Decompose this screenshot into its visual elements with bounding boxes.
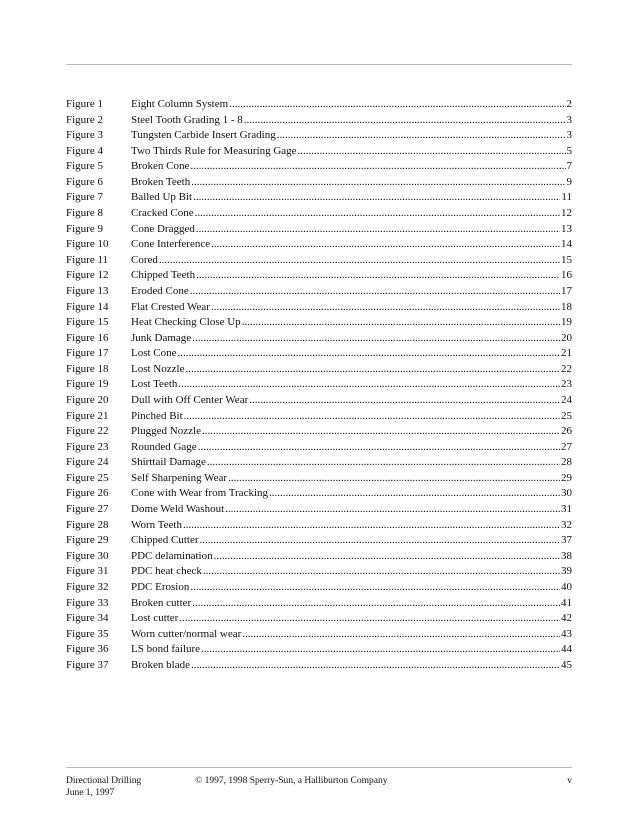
toc-dot-leader [195,206,560,222]
toc-dot-leader [191,175,565,191]
toc-figure-number: Figure 21 [66,409,109,422]
toc-page-number: 3 [566,129,572,142]
toc-page-number: 9 [566,175,572,188]
toc-entry[interactable] [66,658,572,674]
toc-figure-number: Figure 13 [66,284,109,297]
toc-entry[interactable] [66,190,572,206]
toc-dot-leader [192,596,560,612]
toc-entry[interactable] [66,253,572,269]
toc-dot-leader [244,113,566,129]
toc-page-number: 16 [561,269,572,282]
toc-dot-leader [185,362,560,378]
toc-figure-number: Figure 37 [66,658,109,671]
toc-page-number: 14 [561,238,572,251]
toc-figure-title: Eroded Cone [131,284,189,297]
toc-figure-title: Heat Checking Close Up [131,316,241,329]
toc-figure-title: Rounded Gage [131,440,197,453]
toc-figure-number: Figure 16 [66,331,109,344]
toc-figure-number: Figure 30 [66,549,109,562]
toc-entry[interactable] [66,97,572,113]
toc-page-number: 29 [561,471,572,484]
toc-figure-number: Figure 6 [66,175,103,188]
toc-figure-title: Cracked Cone [131,207,194,220]
toc-figure-title: Lost Cone [131,347,177,360]
toc-entry[interactable] [66,346,572,362]
toc-page-number: 25 [561,409,572,422]
toc-page-number: 31 [561,503,572,516]
toc-dot-leader [202,424,560,440]
toc-entry[interactable] [66,113,572,129]
toc-figure-number: Figure 34 [66,612,109,625]
toc-figure-title: Dome Weld Washout [131,503,225,516]
toc-entry[interactable] [66,268,572,284]
toc-entry[interactable] [66,471,572,487]
toc-figure-number: Figure 19 [66,378,109,391]
toc-dot-leader [203,564,560,580]
toc-page-number: 2 [566,98,572,110]
toc-page-number: 12 [561,207,572,220]
toc-figure-number: Figure 20 [66,393,109,406]
toc-entry[interactable] [66,409,572,425]
toc-entry[interactable] [66,331,572,347]
list-of-figures [66,97,572,673]
toc-figure-title: Cone Interference [131,238,211,251]
toc-figure-number: Figure 26 [66,487,109,500]
toc-dot-leader [193,190,560,206]
toc-dot-leader [277,128,566,144]
toc-figure-number: Figure 8 [66,207,103,220]
toc-figure-number: Figure 22 [66,425,109,438]
header-rule [66,64,572,65]
toc-entry[interactable] [66,315,572,331]
toc-page-number: 45 [561,658,572,671]
footer-page-number: v [567,776,572,786]
toc-figure-title: Chipped Cutter [131,534,199,547]
toc-figure-title: Plugged Nozzle [131,425,201,438]
toc-entry[interactable] [66,642,572,658]
toc-dot-leader [178,377,560,393]
toc-entry[interactable] [66,486,572,502]
toc-entry[interactable] [66,300,572,316]
toc-entry[interactable] [66,533,572,549]
toc-dot-leader [269,486,560,502]
toc-entry[interactable] [66,237,572,253]
toc-page-number: 18 [561,300,572,313]
toc-dot-leader [198,440,560,456]
toc-figure-number: Figure 35 [66,627,109,640]
toc-page-number: 27 [561,440,572,453]
toc-figure-number: Figure 9 [66,222,103,235]
toc-page-number: 28 [561,456,572,469]
toc-page-number: 11 [561,191,572,204]
toc-figure-number: Figure 28 [66,518,109,531]
toc-entry[interactable] [66,424,572,440]
toc-figure-number: Figure 12 [66,269,109,282]
toc-figure-number: Figure 15 [66,316,109,329]
toc-page-number: 41 [561,596,572,609]
toc-figure-title: Broken blade [131,658,190,671]
toc-figure-title: PDC delamination [131,549,213,562]
toc-dot-leader [190,284,560,300]
toc-page-number: 30 [561,487,572,500]
footer-copyright: © 1997, 1998 Sperry-Sun, a Halliburton Company [195,776,388,786]
toc-page-number: 37 [561,534,572,547]
toc-dot-leader [190,580,560,596]
toc-figure-number: Figure 23 [66,440,109,453]
toc-page-number: 44 [561,643,572,656]
toc-page-number: 23 [561,378,572,391]
toc-figure-number: Figure 5 [66,160,103,173]
toc-figure-title: Steel Tooth Grading 1 - 8 [131,113,243,126]
toc-dot-leader [200,533,560,549]
toc-page-number: 43 [561,627,572,640]
toc-entry[interactable] [66,175,572,191]
toc-figure-title: Worn cutter/normal wear [131,627,242,640]
toc-figure-number: Figure 18 [66,362,109,375]
toc-page-number: 26 [561,425,572,438]
toc-figure-title: PDC Erosion [131,580,190,593]
toc-entry[interactable] [66,564,572,580]
toc-figure-title: Pinched Bit [131,409,183,422]
toc-figure-number: Figure 17 [66,347,109,360]
toc-figure-title: Broken cutter [131,596,192,609]
footer-rule [66,767,572,768]
toc-figure-title: Self Sharpening Wear [131,471,228,484]
toc-figure-number: Figure 25 [66,471,109,484]
toc-dot-leader [183,518,560,534]
toc-entry[interactable] [66,611,572,627]
toc-entry[interactable] [66,128,572,144]
toc-page-number: 7 [566,160,572,173]
toc-figure-number: Figure 32 [66,580,109,593]
toc-page-number: 21 [561,347,572,360]
toc-figure-number: Figure 36 [66,643,109,656]
toc-figure-title: Eight Column System [131,98,229,110]
toc-dot-leader [207,455,560,471]
toc-dot-leader [192,331,560,347]
toc-figure-number: Figure 24 [66,456,109,469]
toc-figure-number: Figure 31 [66,565,109,578]
toc-figure-number: Figure 27 [66,503,109,516]
footer-left [66,775,141,799]
toc-page-number: 42 [561,612,572,625]
toc-page-number: 17 [561,284,572,297]
toc-figure-number: Figure 1 [66,98,103,110]
toc-figure-number: Figure 10 [66,238,109,251]
toc-figure-title: Cone with Wear from Tracking [131,487,269,500]
toc-dot-leader [211,237,560,253]
toc-dot-leader [225,502,560,518]
toc-figure-number: Figure 7 [66,191,103,204]
toc-dot-leader [196,268,560,284]
toc-dot-leader [211,300,560,316]
toc-figure-title: Broken Teeth [131,175,191,188]
footer-date: June 1, 1997 [66,788,115,798]
toc-figure-title: Lost cutter [131,612,179,625]
toc-entry[interactable] [66,455,572,471]
toc-figure-title: Worn Teeth [131,518,182,531]
toc-figure-title: Cored [131,253,158,266]
toc-dot-leader [214,549,560,565]
toc-page-number: 22 [561,362,572,375]
toc-entry[interactable] [66,393,572,409]
toc-figure-title: Cone Dragged [131,222,195,235]
toc-figure-number: Figure 11 [66,253,109,266]
toc-page-number: 20 [561,331,572,344]
toc-figure-title: LS bond failure [131,643,201,656]
toc-figure-title: Flat Crested Wear [131,300,210,313]
toc-figure-number: Figure 14 [66,300,109,313]
toc-entry[interactable] [66,580,572,596]
toc-entry[interactable] [66,362,572,378]
toc-figure-number: Figure 2 [66,113,103,126]
toc-figure-number: Figure 29 [66,534,109,547]
toc-figure-title: Lost Teeth [131,378,178,391]
toc-entry[interactable] [66,549,572,565]
toc-figure-title: Chipped Teeth [131,269,196,282]
toc-page-number: 39 [561,565,572,578]
toc-page-number: 3 [566,113,572,126]
toc-page-number: 15 [561,253,572,266]
toc-entry[interactable] [66,222,572,238]
toc-dot-leader [229,97,565,113]
toc-page-number: 5 [566,144,572,157]
toc-figure-number: Figure 4 [66,144,103,157]
toc-entry[interactable] [66,502,572,518]
toc-entry[interactable] [66,596,572,612]
toc-dot-leader [190,159,565,175]
toc-page-number: 13 [561,222,572,235]
toc-entry[interactable] [66,440,572,456]
toc-figure-title: Junk Damage [131,331,192,344]
toc-entry[interactable] [66,284,572,300]
toc-dot-leader [242,627,560,643]
toc-dot-leader [191,658,560,674]
toc-entry[interactable] [66,377,572,393]
toc-figure-title: Dull with Off Center Wear [131,393,249,406]
toc-page-number: 38 [561,549,572,562]
toc-figure-title: Balled Up Bit [131,191,193,204]
footer-document-title: Directional Drilling [66,776,142,786]
toc-page-number: 32 [561,518,572,531]
toc-dot-leader [201,642,560,658]
toc-figure-title: Broken Cone [131,160,190,173]
toc-dot-leader [159,253,560,269]
toc-dot-leader [228,471,560,487]
toc-dot-leader [298,144,566,160]
toc-dot-leader [242,315,560,331]
toc-entry[interactable] [66,144,572,160]
toc-dot-leader [179,611,560,627]
toc-figure-title: Lost Nozzle [131,362,185,375]
toc-dot-leader [184,409,560,425]
toc-figure-title: PDC heat check [131,565,202,578]
toc-dot-leader [196,222,560,238]
toc-figure-number: Figure 33 [66,596,109,609]
toc-page-number: 24 [561,393,572,406]
toc-figure-number: Figure 3 [66,129,103,142]
toc-entry[interactable] [66,159,572,175]
toc-page-number: 40 [561,580,572,593]
toc-page-number: 19 [561,316,572,329]
toc-dot-leader [249,393,560,409]
toc-entry[interactable] [66,518,572,534]
toc-dot-leader [178,346,560,362]
toc-entry[interactable] [66,627,572,643]
toc-entry[interactable] [66,206,572,222]
toc-figure-title: Two Thirds Rule for Measuring Gage [131,144,297,157]
toc-figure-title: Shirttail Damage [131,456,206,469]
toc-figure-title: Tungsten Carbide Insert Grading [131,129,276,142]
